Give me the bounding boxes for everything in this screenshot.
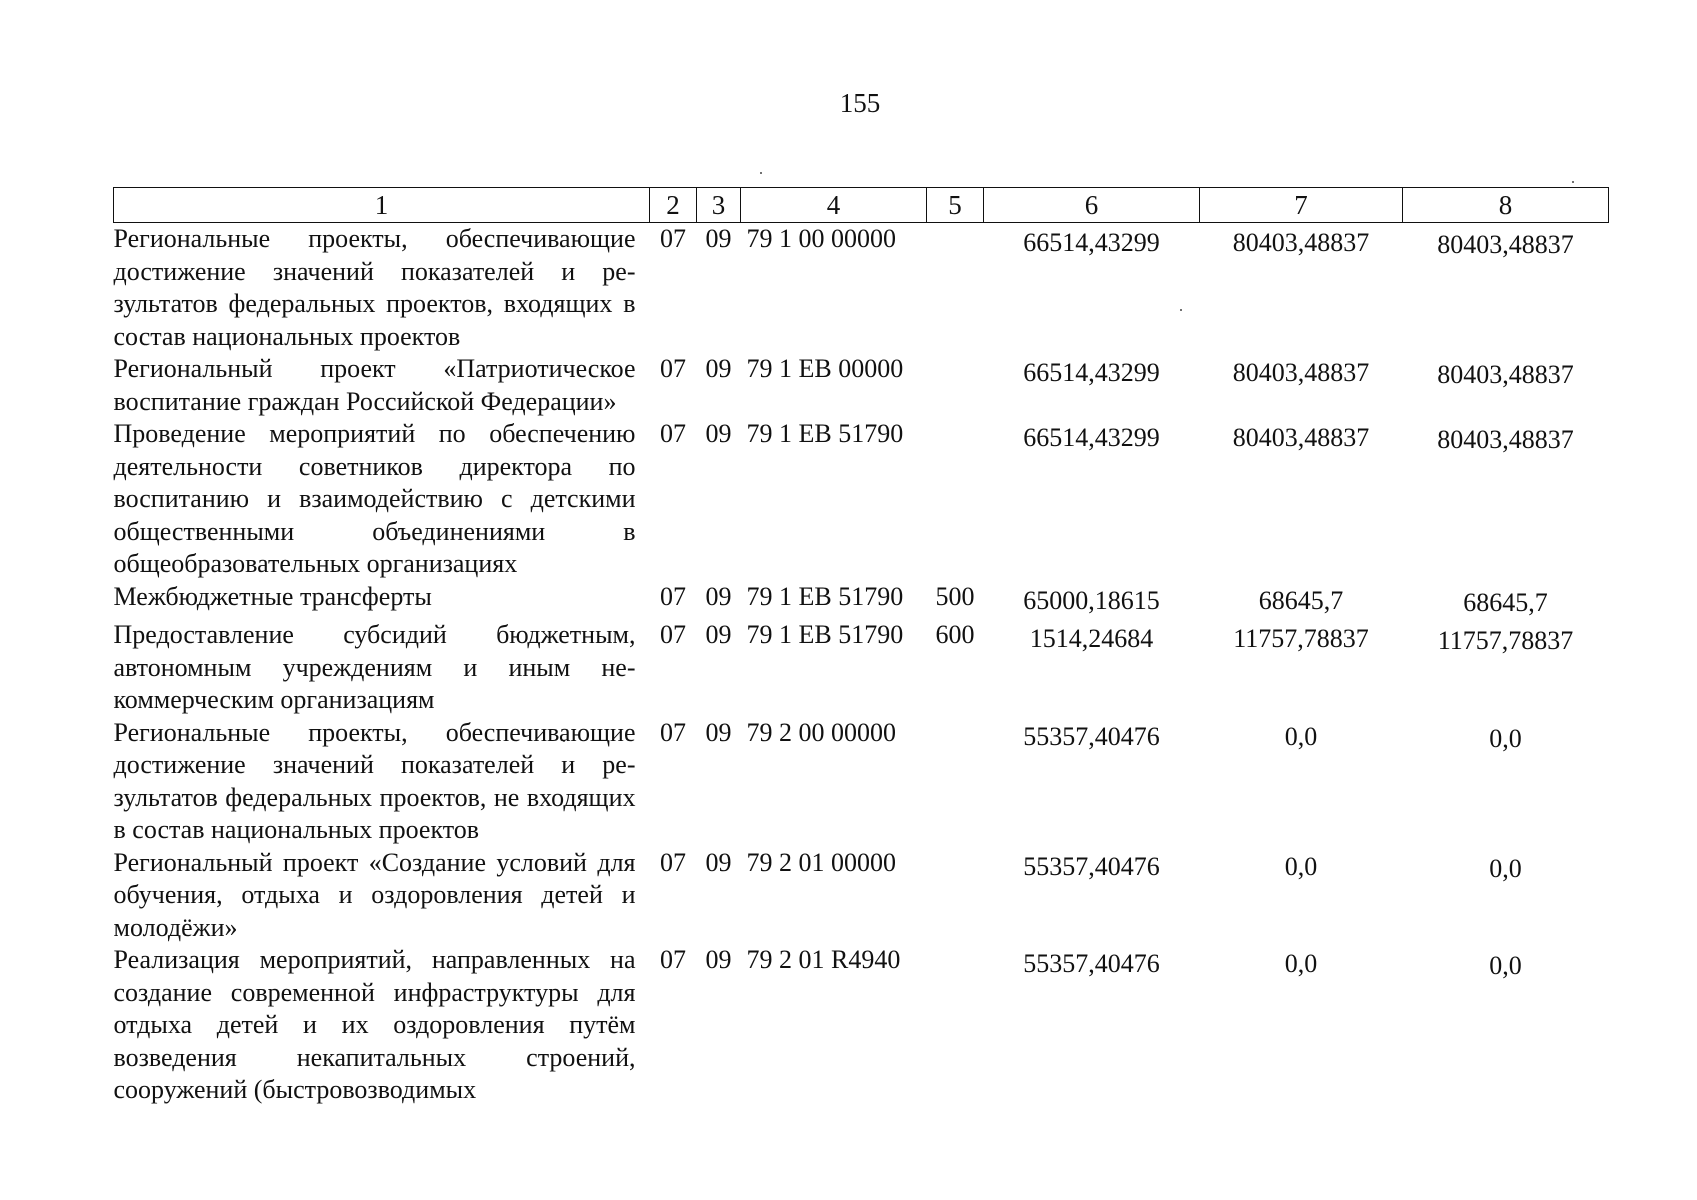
amount-col-7: 80403,48837: [1232, 358, 1370, 387]
column-header-3: 3: [697, 188, 741, 223]
subsection-code: 09: [705, 581, 732, 611]
column-header-1: 1: [114, 188, 650, 223]
table-row: [114, 353, 1609, 418]
amount-col-7: 11757,78837: [1233, 624, 1369, 653]
section-code: 07: [660, 581, 686, 611]
target-article-code: 79 1 ЕВ 51790: [746, 419, 904, 448]
amount-col-8: 80403,48837: [1437, 360, 1574, 389]
amount-col-8: 80403,48837: [1437, 425, 1574, 454]
table-row: [114, 944, 1609, 1107]
table-row: [114, 619, 1609, 717]
expense-type-code: 500: [935, 581, 975, 611]
scan-speck: [760, 172, 762, 174]
amount-col-6: 55357,40476: [1023, 851, 1160, 881]
row-name: Региональный проект «Создание условий для обучения, отдыха и оздоровления детей и молодёжи»: [113, 847, 636, 942]
row-name: Предоставление субсидий бюджетным, автономным учреждениям и иным некоммерческим организациям: [113, 620, 636, 714]
amount-col-7: 0,0: [1284, 851, 1318, 881]
subsection-code: 09: [705, 354, 732, 383]
section-code: 07: [660, 224, 686, 253]
subsection-code: 09: [705, 620, 732, 649]
table-row: [114, 847, 1609, 945]
table-row: [114, 717, 1609, 847]
expense-type-code: [927, 944, 984, 1107]
row-name: Региональные проекты, обеспечивающие достижение значений показателей и результатов федеральных проектов, входящих в состав национальных проектов: [113, 224, 636, 351]
column-header-7: 7: [1200, 188, 1403, 223]
section-code: 07: [660, 717, 686, 747]
expense-type-code: [927, 847, 984, 945]
amount-col-6: 55357,40476: [1023, 949, 1160, 978]
expense-type-code: [927, 717, 984, 847]
scan-speck: [1572, 181, 1574, 183]
column-header-5: 5: [927, 188, 984, 223]
amount-col-6: 1514,24684: [1029, 624, 1154, 653]
subsection-code: 09: [705, 847, 732, 877]
expense-type-code: [927, 223, 984, 354]
amount-col-6: 66514,43299: [1023, 358, 1160, 387]
column-header-2: 2: [650, 188, 697, 223]
amount-col-8: 0,0: [1489, 853, 1522, 883]
target-article-code: 79 1 ЕВ 51790: [746, 581, 904, 611]
amount-col-6: 65000,18615: [1023, 585, 1160, 615]
subsection-code: 09: [705, 224, 732, 253]
section-code: 07: [660, 847, 686, 877]
expense-type-code: 600: [935, 620, 975, 649]
row-name: Региональные проекты, обеспечивающие достижение значений показателей и результатов федеральных проектов, не входящих в состав национальных проектов: [113, 717, 636, 844]
amount-col-6: 66514,43299: [1023, 228, 1160, 257]
expense-type-code: [927, 353, 984, 418]
amount-col-7: 0,0: [1284, 721, 1318, 751]
row-name: Региональный проект «Патриотическое воспитание граждан Российской Федерации»: [113, 354, 636, 416]
row-name: Проведение мероприятий по обеспечению деятельности советников директора по воспитанию и взаимодействию с детскими общественными объединениями в общеобразовательных организациях: [113, 419, 636, 578]
budget-table: [113, 187, 1609, 1107]
amount-col-8: 0,0: [1489, 723, 1522, 753]
target-article-code: 79 1 ЕВ 00000: [746, 354, 904, 383]
expense-type-code: [927, 418, 984, 581]
section-code: 07: [660, 945, 686, 974]
table-header-row: [114, 188, 1609, 223]
table-row: [114, 418, 1609, 581]
target-article-code: 79 2 01 R4940: [746, 945, 901, 974]
amount-col-8: 68645,7: [1463, 587, 1548, 617]
section-code: 07: [660, 354, 686, 383]
section-code: 07: [660, 620, 686, 649]
row-name: Реализация мероприятий, направленных на создание современной инфраструктуры для отдыха детей и их оздоровления путём возведения некапитальных строений, сооружений (быстровозводимых: [113, 945, 636, 1104]
target-article-code: 79 2 01 00000: [746, 847, 896, 877]
subsection-code: 09: [705, 717, 732, 747]
amount-col-7: 68645,7: [1258, 585, 1344, 615]
section-code: 07: [660, 419, 686, 448]
target-article-code: 79 1 ЕВ 51790: [746, 620, 904, 649]
subsection-code: 09: [705, 945, 732, 974]
subsection-code: 09: [705, 419, 732, 448]
table-row: [114, 581, 1609, 620]
target-article-code: 79 1 00 00000: [746, 224, 896, 253]
row-name: Межбюджетные трансферты: [113, 581, 432, 611]
amount-col-7: 80403,48837: [1232, 228, 1370, 257]
table-row: [114, 223, 1609, 354]
column-header-8: 8: [1403, 188, 1609, 223]
amount-col-8: 0,0: [1489, 951, 1522, 980]
amount-col-8: 11757,78837: [1437, 626, 1574, 655]
amount-col-6: 66514,43299: [1023, 423, 1160, 452]
column-header-4: 4: [741, 188, 927, 223]
page-number: 155: [839, 88, 881, 118]
column-header-6: 6: [984, 188, 1200, 223]
amount-col-6: 55357,40476: [1023, 721, 1160, 751]
target-article-code: 79 2 00 00000: [746, 717, 896, 747]
amount-col-8: 80403,48837: [1437, 230, 1574, 259]
amount-col-7: 0,0: [1284, 949, 1318, 978]
amount-col-7: 80403,48837: [1232, 423, 1370, 452]
